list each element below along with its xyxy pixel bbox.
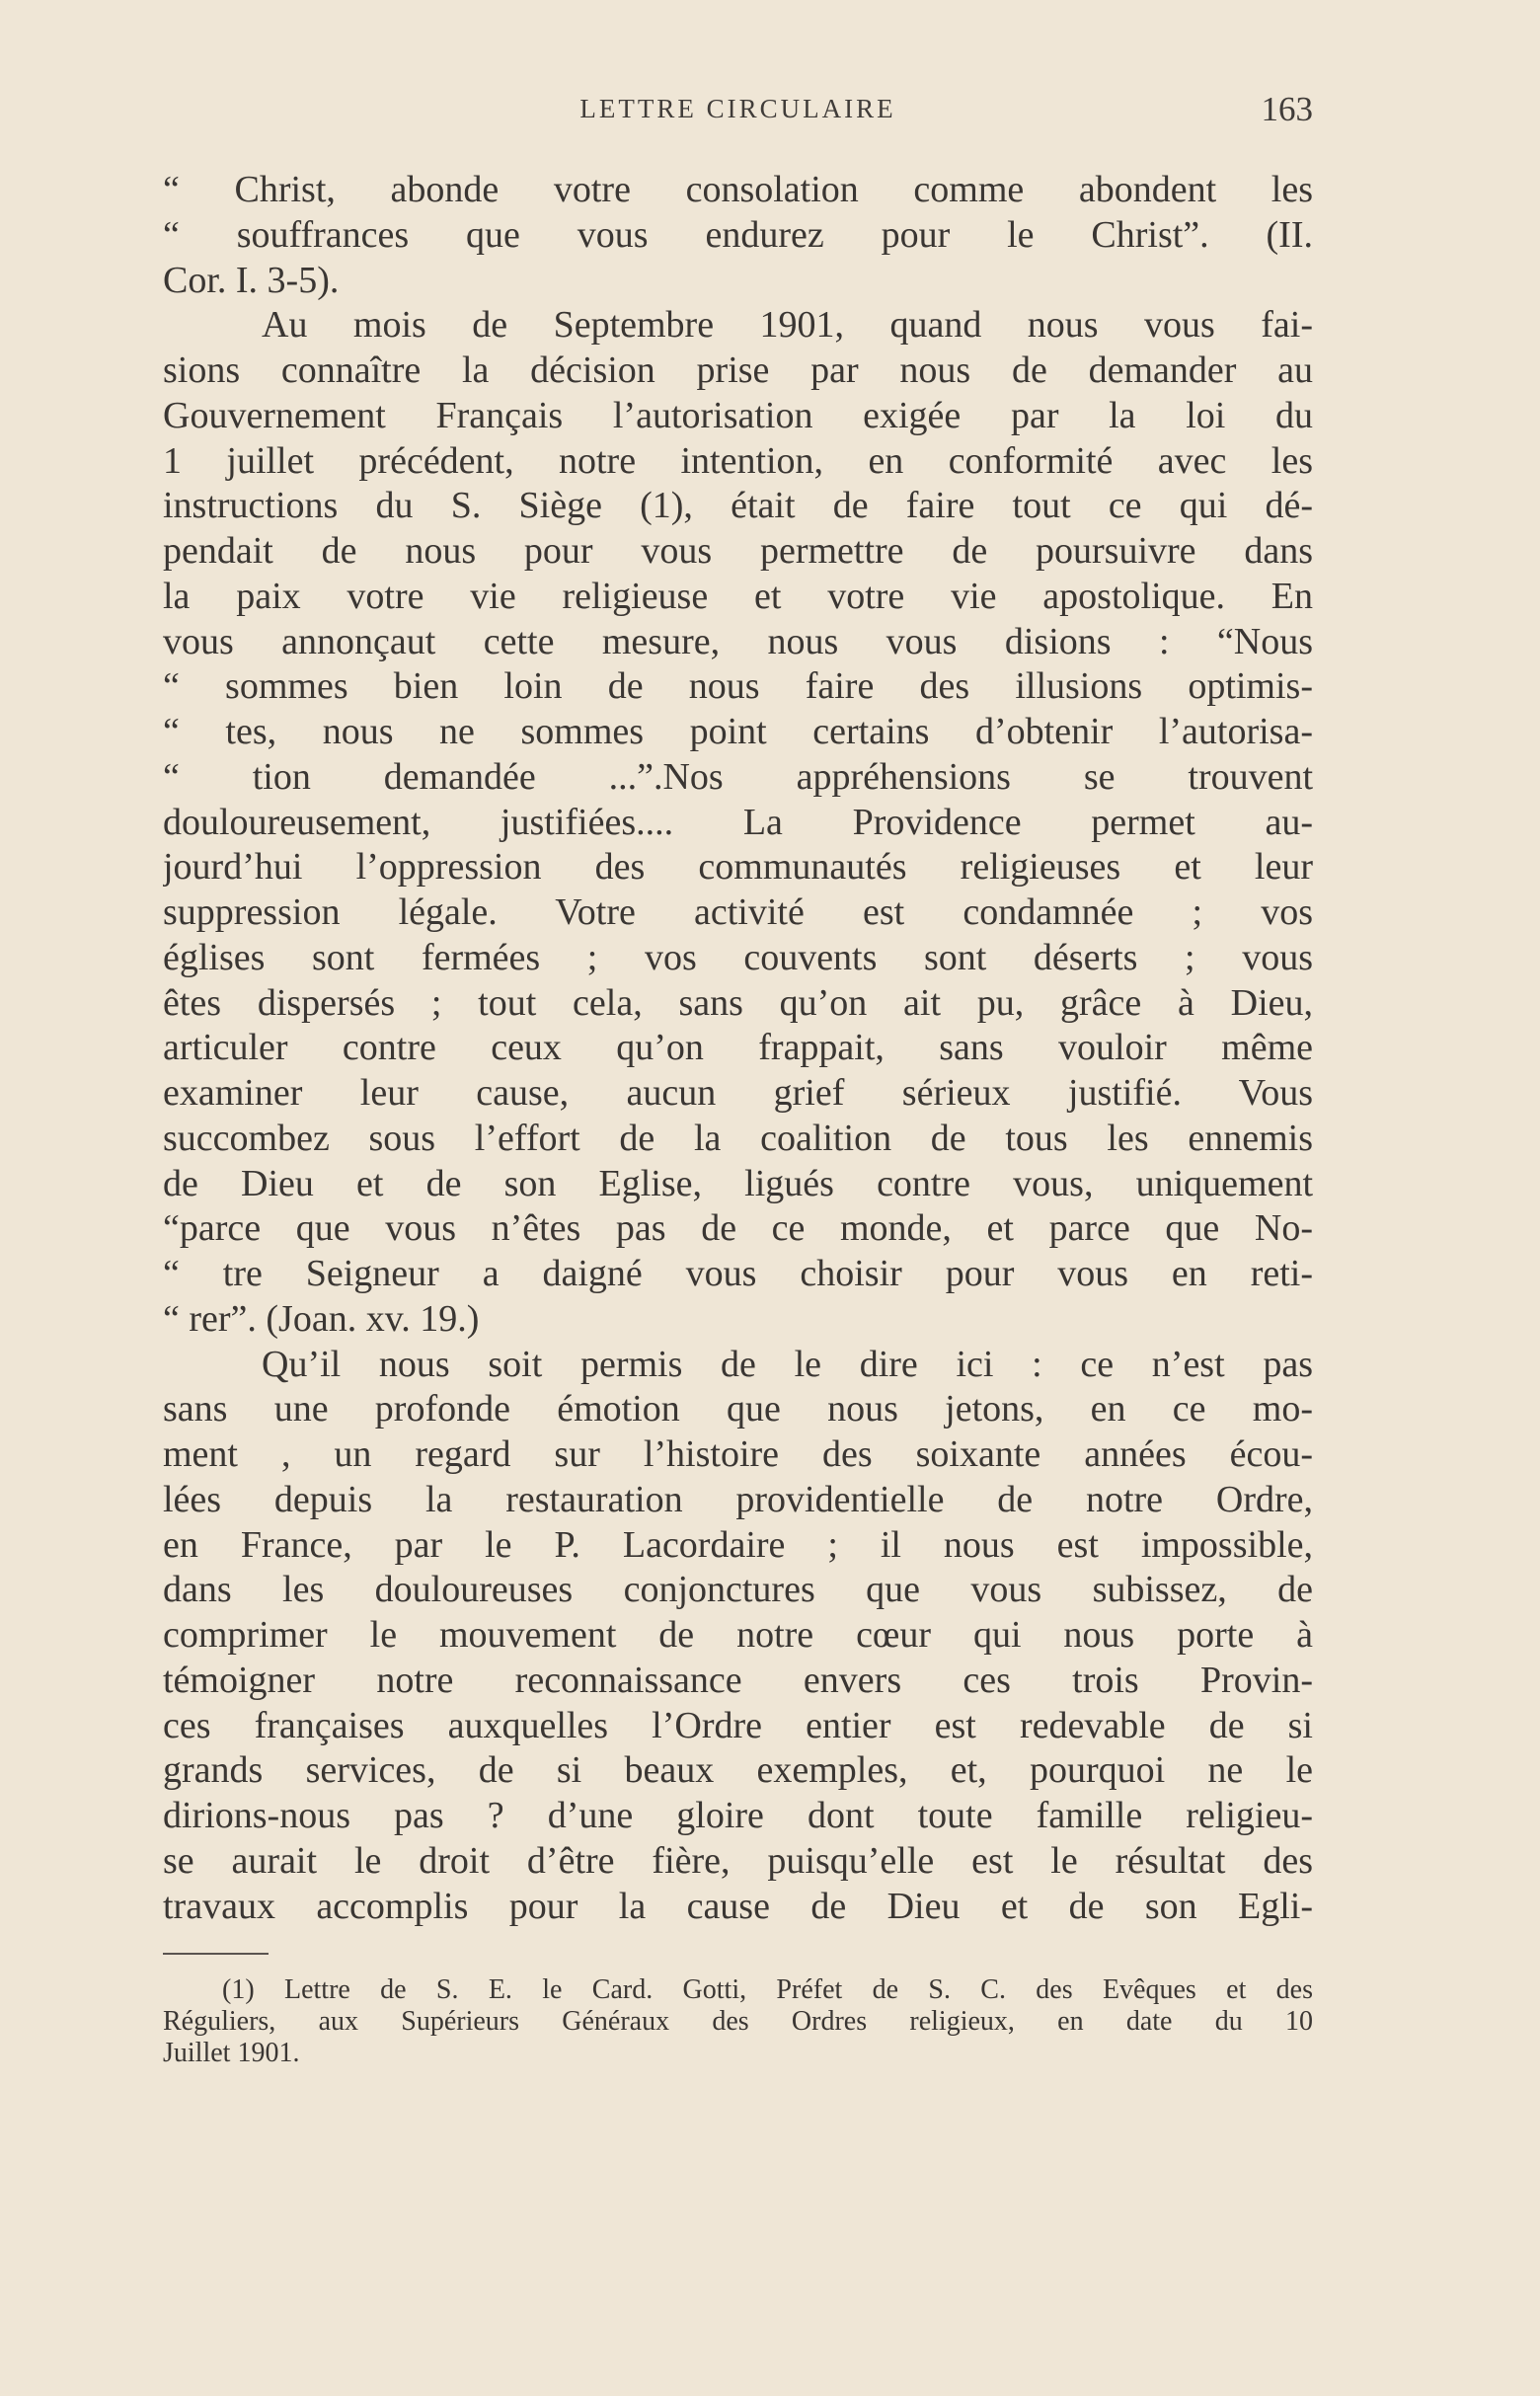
text-line: vous annonçaut cette mesure, nous vous disions : “Nous [163,620,1313,662]
text-line: se aurait le droit d’être fière, puisqu’elle est le résultat des [163,1839,1313,1882]
text-line: “ tre Seigneur a daigné vous choisir pour vous en reti- [163,1253,1313,1294]
text-line: Gouvernement Français l’autorisation exigée par la loi du [163,394,1313,436]
text-line: “ tes, nous ne sommes point certains d’obtenir l’autorisa- [163,711,1313,752]
text-line: douloureusement, justifiées.... La Providence permet au- [163,801,1313,843]
running-head [163,90,1313,139]
text-line: jourd’hui l’oppression des communautés religieuses et leur [163,846,1313,889]
text-line: articuler contre ceux qu’on frappait, sans vouloir même [163,1027,1313,1069]
text-line: êtes dispersés ; tout cela, sans qu’on ait pu, grâce à Dieu, [163,981,1313,1024]
text-line: sions connaître la décision prise par nous de demander au [163,349,1313,391]
text-line: églises sont fermées ; vos couvents sont déserts ; vous [163,936,1313,978]
footnote [163,1974,1313,2069]
running-title: LETTRE CIRCULAIRE [579,94,896,123]
text-line: de Dieu et de son Eglise, ligués contre vous, uniquement [163,1162,1313,1204]
text-line: suppression légale. Votre activité est condamnée ; vos [163,891,1313,933]
text-line: travaux accomplis pour la cause de Dieu et de son Egli- [163,1885,1313,1927]
text-line: “ rer”. (Joan. xv. 19.) [163,1297,480,1340]
text-line: “ sommes bien loin de nous faire des illusions optimis- [163,665,1313,708]
text-line: témoigner notre reconnaissance envers ces trois Provin- [163,1659,1313,1701]
text-line: en France, par le P. Lacordaire ; il nous est impossible, [163,1523,1313,1566]
text-line: dans les douloureuses conjonctures que vous subissez, de [163,1569,1313,1611]
text-line: comprimer le mouvement de notre cœur qui nous porte à [163,1614,1313,1656]
text-line: pendait de nous pour vous permettre de poursuivre dans [163,530,1313,572]
text-line: instructions du S. Siège (1), était de faire tout ce qui dé- [163,485,1313,527]
text-line: grands services, de si beaux exemples, et, pourquoi ne le [163,1749,1313,1792]
text-line: Qu’il nous soit permis de le dire ici : ce n’est pas [262,1343,1313,1385]
text-line: succombez sous l’effort de la coalition de tous les ennemis [163,1117,1313,1159]
text-line: lées depuis la restauration providentielle de notre Ordre, [163,1478,1313,1520]
text-line: Cor. I. 3-5). [163,259,340,301]
footnote-line: (1) Lettre de S. E. le Card. Gotti, Préfet de S. C. des Evêques et des [222,1974,1313,2005]
text-line: “ souffrances que vous endurez pour le Christ”. (II. [163,213,1313,256]
text-line: 1 juillet précédent, notre intention, en conformité avec les [163,439,1313,482]
page-number: 163 [1261,90,1313,128]
body-text [163,168,1313,1929]
text-line: “ Christ, abonde votre consolation comme abondent les [163,169,1313,210]
text-line: ces françaises auxquelles l’Ordre entier est redevable de si [163,1704,1313,1746]
footnote-line: Réguliers, aux Supérieurs Généraux des Ordres religieux, en date du 10 [163,2006,1313,2037]
text-line: la paix votre vie religieuse et votre vie apostolique. En [163,575,1313,617]
text-line: “parce que vous n’êtes pas de ce monde, et parce que No- [163,1207,1313,1250]
footnote-rule [163,1953,269,1955]
text-line: dirions-nous pas ? d’une gloire dont toute famille religieu- [163,1795,1313,1836]
text-line: sans une profonde émotion que nous jetons, en ce mo- [163,1388,1313,1430]
footnote-line: Juillet 1901. [163,2038,300,2068]
text-line: Au mois de Septembre 1901, quand nous vous fai- [262,304,1313,347]
text-line: ment , un regard sur l’histoire des soixante années écou- [163,1433,1313,1475]
text-line: “ tion demandée ...”.Nos appréhensions se trouvent [163,755,1313,798]
text-line: examiner leur cause, aucun grief sérieux justifié. Vous [163,1072,1313,1114]
